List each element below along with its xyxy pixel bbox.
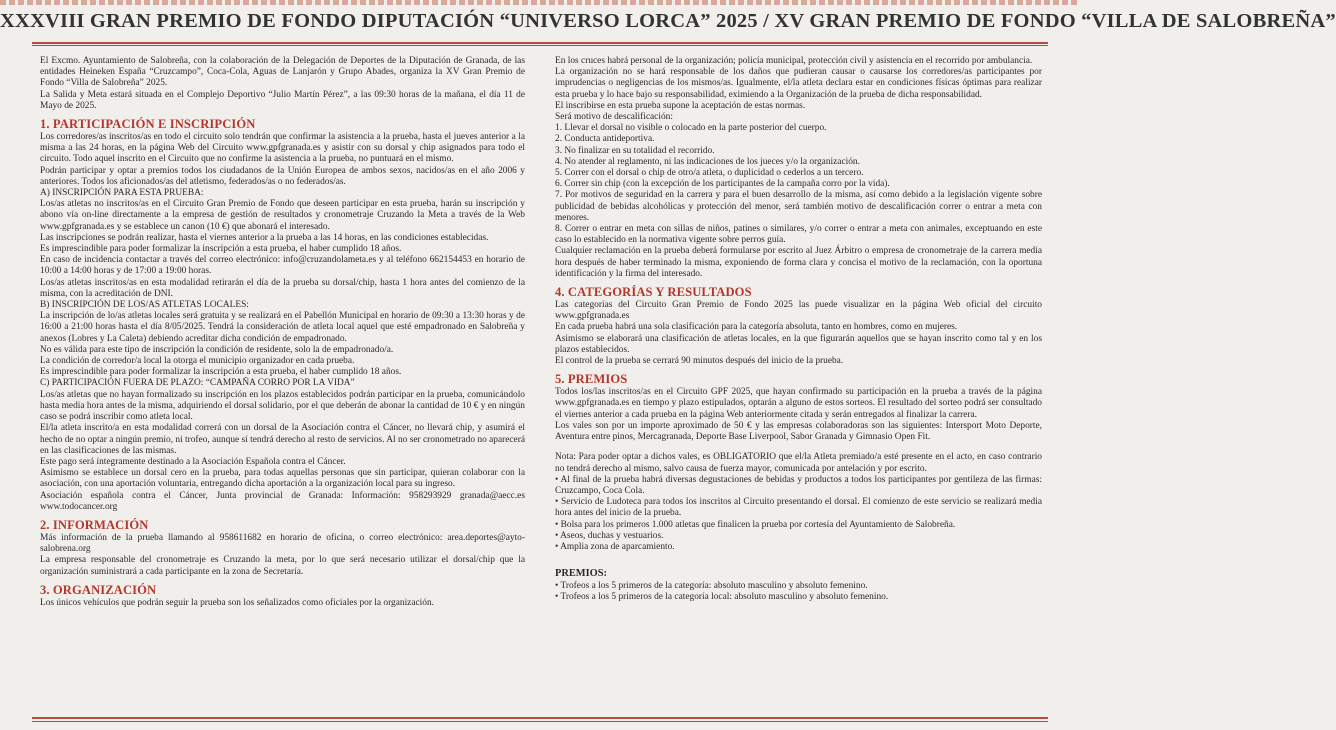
- paragraph: Los vales son por un importe aproximado de 50 € y las empresas colaboradoras son las siguientes: Intersport Moto Deporte, Aventura entre pinos, Mercagranada, Deporte Base Liverpool, Sabor Granada y Gimnasio Open Fit.: [555, 420, 1042, 443]
- list-item: 8. Correr o entrar en meta con sillas de niños, patines o similares, y/o correr o entrar a meta con animales, exceptuando en este caso lo establecido en la normativa vigente sobre perros guía.: [555, 224, 1042, 246]
- paragraph: Los corredores/as inscritos/as en todo el circuito solo tendrán que confirmar la asistencia a la prueba, hasta el jueves anterior a la misma a las 24 horas, en la página Web del Circuito www.gpfgranada.es y asistir con su dorsal y chip asignados para todo el circuito. Todo aquel inscrito en el Circuito que no confirme la asistencia a la prueba, no puntuará en el mismo.: [40, 132, 525, 165]
- list-item: 3. No finalizar en su totalidad el recorrido.: [555, 145, 715, 156]
- subheading: B) INSCRIPCIÓN DE LOS/AS ATLETAS LOCALES:: [40, 300, 249, 311]
- paragraph: Los únicos vehículos que podrán seguir la prueba son los señalizados como oficiales por la organización.: [40, 597, 434, 608]
- subheading: A) INSCRIPCIÓN PARA ESTA PRUEBA:: [40, 188, 204, 199]
- paragraph: En cada prueba habrá una sola clasificación para la categoría absoluta, tanto en hombres, como en mujeres.: [555, 322, 958, 333]
- bullet-item: • Trofeos a los 5 primeros de la categoría local: absoluto masculino y absoluto femenino.: [555, 592, 889, 603]
- paragraph: Asimismo se establece un dorsal cero en la prueba, para todas aquellas personas que sin participar, quieran colaborar con la asociación, con una aportación voluntaria, entregando dicha aportación a la organización local para su ingreso.: [40, 468, 525, 490]
- paragraph: Este pago será íntegramente destinado a la Asociación Española contra el Cáncer.: [40, 456, 346, 467]
- paragraph: Asociación española contra el Cáncer, Junta provincial de Granada: Información: 958293929 granada@aecc.es www.todocancer.org: [40, 490, 525, 512]
- bullet-item: • Trofeos a los 5 primeros de la categoría: absoluto masculino y absoluto femenino.: [555, 581, 868, 592]
- paragraph: La empresa responsable del cronometraje es Cruzando la meta, por lo que será necesario utilizar el dorsal/chip que la organización suministrará a cada participante en la zona de Secretaría.: [40, 555, 525, 577]
- title-rule: [32, 42, 1048, 44]
- paragraph: La inscripción de lo/as atletas locales será gratuita y se realizará en el Pabellón Municipal en horario de 09:30 a 13:30 horas y de 16:00 a 21:00 horas hasta el día 8/05/2025. Tendrá la consideración de atleta local aquel que esté empadronado en Salobreña y anexos (Lobres y La Caleta) debiendo acreditar dicha condición de empadronado.: [40, 311, 525, 344]
- intro-paragraph: El Excmo. Ayuntamiento de Salobreña, con la colaboración de la Delegación de Deportes de la Diputación de Granada, de las entidades Heineken España “Cruzcampo”, Coca-Cola, Aguas de Lanjarón y Grupo Abades, organiza la XV Gran Premio de Fondo “Villa de Salobreña” 2025.: [40, 56, 525, 89]
- left-column: [40, 56, 525, 609]
- footer-rule: [32, 717, 1048, 719]
- paragraph: Los/as atletas que no hayan formalizado su inscripción en los plazos establecidos podrán participar en la prueba, comunicándolo hasta media hora antes de la misma, adquiriendo el dorsal solidario, por el que deberán de abonar la cantidad de 10 € y en ningún caso se podrá inscribir como atleta local.: [40, 389, 525, 423]
- paragraph: Más información de la prueba llamando al 958611682 en horario de oficina, o correo electrónico: area.deportes@ayto-salobrena.org: [40, 532, 525, 555]
- section-heading-participacion: 1. PARTICIPACIÓN E INSCRIPCIÓN: [40, 117, 256, 132]
- paragraph: El inscribirse en esta prueba supone la aceptación de estas normas.: [555, 100, 806, 111]
- bullet-item: • Bolsa para los primeros 1.000 atletas que finalicen la prueba por cortesía del Ayuntamiento de Salobreña.: [555, 519, 956, 530]
- list-item: 6. Correr sin chip (con la excepción de los participantes de la campaña corro por la vida).: [555, 179, 890, 190]
- bullet-item: • Amplia zona de aparcamiento.: [555, 541, 675, 552]
- paragraph: La condición de corredor/a local la otorga el municipio organizador en cada prueba.: [40, 356, 355, 367]
- subheading: C) PARTICIPACIÓN FUERA DE PLAZO: “CAMPAÑA CORRO POR LA VIDA”: [40, 378, 355, 389]
- document-title: XXXVIII GRAN PREMIO DE FONDO DIPUTACIÓN “UNIVERSO LORCA” 2025 / XV GRAN PREMIO DE FONDO “VILLA DE SALOBREÑA”: [0, 10, 1336, 32]
- spacer: [555, 553, 1042, 562]
- paragraph: Asimismo se elaborará una clasificación de atletas locales, en la que figurarán aquellos que se hayan inscrito como tal y en los plazos establecidos.: [555, 333, 1042, 355]
- bullet-item: • Al final de la prueba habrá diversas degustaciones de bebidas y productos a todos los participantes por gentileza de las firmas: Cruzcampo, Coca Cola.: [555, 474, 1042, 496]
- paragraph: Es imprescindible para poder formalizar la inscripción a esta prueba, el haber cumplido 18 años.: [40, 244, 402, 255]
- paragraph: En los cruces habrá personal de la organización; policía municipal, protección civil y asistencia en el recorrido por ambulancia.: [555, 56, 1033, 66]
- premios-title: PREMIOS:: [555, 568, 607, 580]
- section-heading-informacion: 2. INFORMACIÓN: [40, 517, 149, 532]
- paragraph: Las categorías del Circuito Gran Premio de Fondo 2025 las puede visualizar en la página Web oficial del circuito www.gpfgranada.es: [555, 300, 1042, 322]
- paragraph: Podrán participar y optar a premios todos los ciudadanos de la Unión Europea de ambos sexos, nacidos/as en el año 2006 y anteriores. Todos los aficionados/as del atletismo, federados/as o no federados/as.: [40, 165, 525, 187]
- section-heading-premios: 5. PREMIOS: [555, 372, 628, 387]
- paragraph: No es válida para este tipo de inscripción la condición de residente, solo la de empadronado/a.: [40, 344, 394, 355]
- bullet-item: • Servicio de Ludoteca para todos los inscritos al Circuito presentando el dorsal. El comienzo de este servicio se realizará media hora antes del inicio de la prueba.: [555, 497, 1042, 519]
- footer-rule-thin: [32, 721, 1048, 722]
- paragraph: Todos los/las inscritos/as en el Circuito GPF 2025, que hayan confirmado su participación en la prueba a través de la página www.gpfgranada.es en tiempo y plazo estipulados, optarán a alguno de estos sorteos. El resultado del sorteo podrá ser consultado el viernes anterior a cada prueba en la página Web anteriormente citada y serán entregados al finalizar la carrera.: [555, 387, 1042, 420]
- paragraph: Los/as atletas inscritos/as en esta modalidad retirarán el día de la prueba su dorsal/chip, hasta 1 hora antes del comienzo de la misma, con la acreditación de DNI.: [40, 277, 525, 299]
- paragraph: La organización no se hará responsable de los daños que pudieran causar o causarse los corredores/as participantes por imprudencias o negligencias de los mismos/as. Igualmente, el/la atleta declara estar en condiciones físicas óptimas para realizar esta prueba y lo hace bajo su responsabilidad, eximiendo a la Organización de la prueba de dicha responsabilidad.: [555, 67, 1042, 100]
- paragraph: En caso de incidencia contactar a través del correo electrónico: info@cruzandolameta.es y al teléfono 662154453 en horario de 10:00 a 14:00 horas y de 17:00 a 19:00 horas.: [40, 255, 525, 277]
- title-rule-thin: [32, 45, 1048, 46]
- right-column: [555, 56, 1042, 604]
- list-item: 4. No atender al reglamento, ni las indicaciones de los jueces y/o la organización.: [555, 156, 860, 167]
- paragraph: Es imprescindible para poder formalizar la inscripción a esta prueba, el haber cumplido 18 años.: [40, 367, 402, 378]
- paragraph: Los/as atletas no inscritos/as en el Circuito Gran Premio de Fondo que deseen participar en esta prueba, harán su inscripción y abono vía on-line directamente a la empresa de gestión de resultados y cronometraje Cruzando la Meta a través de la Web www.gpfgranada.es y se establece un canon (10 €) que abonará el interesado.: [40, 199, 525, 232]
- list-item: 2. Conducta antideportiva.: [555, 134, 655, 145]
- spacer: [555, 443, 1042, 452]
- intro-paragraph: La Salida y Meta estará situada en el Complejo Deportivo “Julio Martín Pérez”, a las 09:30 horas de la mañana, el día 11 de Mayo de 2025.: [40, 89, 525, 111]
- top-decorative-border: [0, 0, 1080, 5]
- section-heading-categorias: 4. CATEGORÍAS Y RESULTADOS: [555, 285, 752, 300]
- section-heading-organizacion: 3. ORGANIZACIÓN: [40, 582, 157, 597]
- paragraph: Será motivo de descalificación:: [555, 112, 673, 123]
- note-paragraph: Nota: Para poder optar a dichos vales, es OBLIGATORIO que el/la Atleta premiado/a esté presente en el acto, en caso contrario no tendrá derecho al mismo, salvo causa de fuerza mayor, comunicada por antelación y por escrito.: [555, 452, 1042, 474]
- list-item: 5. Correr con el dorsal o chip de otro/a atleta, o duplicidad o cederlos a un tercero.: [555, 168, 864, 179]
- paragraph: Cualquier reclamación en la prueba deberá formularse por escrito al Juez Árbitro o empresa de cronometraje de la carrera media hora después de haber terminado la misma, exponiendo de forma clara y concisa el motivo de la reclamación, con la oportuna identificación y la firma del interesado.: [555, 246, 1042, 279]
- paragraph: Las inscripciones se podrán realizar, hasta el viernes anterior a la prueba a las 14 horas, en las condiciones establecidas.: [40, 232, 489, 243]
- list-item: 1. Llevar el dorsal no visible o colocado en la parte posterior del cuerpo.: [555, 123, 827, 134]
- paragraph: El control de la prueba se cerrará 90 minutos después del inicio de la prueba.: [555, 356, 844, 367]
- list-item: 7. Por motivos de seguridad en la carrera y para el buen desarrollo de la misma, así como debido a la legislación vigente sobre publicidad de bebidas alcohólicas y protección del menor, será también motivo de descalificación correr o entrar a meta con menores.: [555, 190, 1042, 223]
- bullet-item: • Aseos, duchas y vestuarios.: [555, 530, 664, 541]
- paragraph: El/la atleta inscrito/a en esta modalidad correrá con un dorsal de la Asociación contra el Cáncer, no llevará chip, y asumirá el hecho de no optar a ningún premio, ni trofeo, aunque sí tendrá derecho al resto de servicios. Al no ser cronometrado no aparecerá en las clasificaciones de las mismas.: [40, 423, 525, 456]
